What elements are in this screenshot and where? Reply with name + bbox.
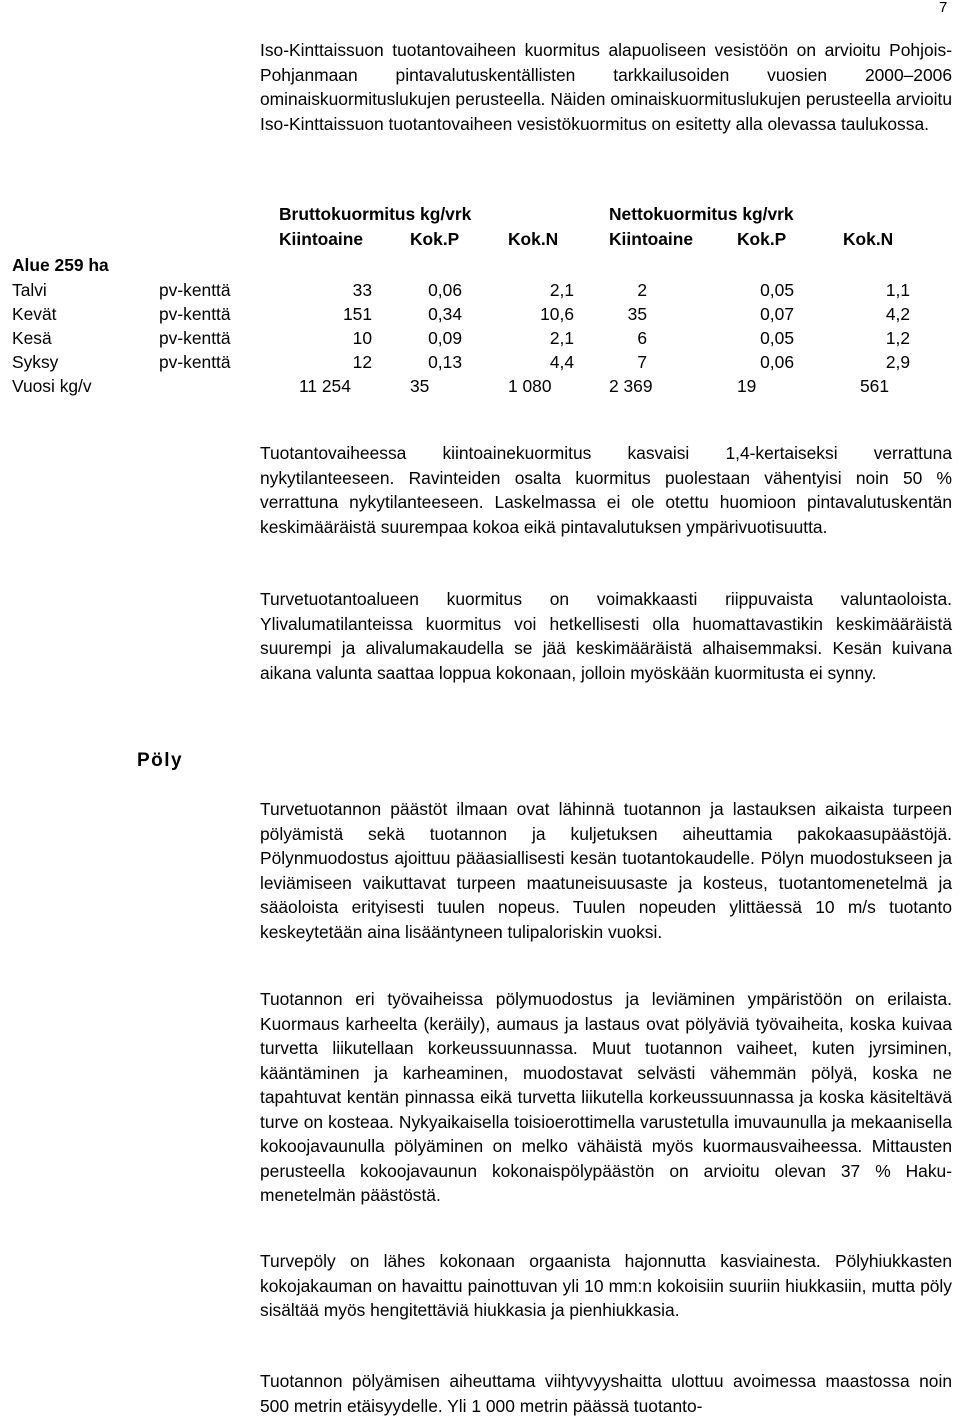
cell: 4,4 bbox=[549, 352, 574, 372]
total-row-label: Vuosi kg/v bbox=[12, 376, 92, 396]
cell: 4,2 bbox=[885, 304, 910, 324]
cell: 2,1 bbox=[549, 280, 574, 300]
cell: 33 bbox=[352, 280, 372, 300]
dust-paragraph: Turvetuotannon päästöt ilmaan ovat lähinnä tuotannon ja lastauksen aikaista turpeen pölyämistä sekä tuotannon ja kuljetuksen aiheuttamia pakokaasupäästöjä. Pölynmuodostus ajoittuu pääasiallisesti kesän tuotantokaudelle. Pölyn muodostukseen ja leviämiseen vaikuttavat turpeen maatuneisuusaste ja kosteus, tuotantomenetelmä ja sääoloista erityisesti tuulen nopeus. Tuulen nopeuden ylittäessä 10 m/s tuotanto keskeytetään aina lisääntyneen tulipaloriskin vuoksi. bbox=[260, 799, 952, 942]
total-cell: 1 080 bbox=[508, 376, 552, 396]
total-cell: 35 bbox=[410, 376, 430, 396]
cell: 0,05 bbox=[760, 328, 794, 348]
row-season: Kesä bbox=[12, 328, 52, 348]
page-number: 7 bbox=[939, 0, 948, 16]
cell: 10,6 bbox=[540, 304, 574, 324]
cell: 2,1 bbox=[549, 328, 574, 348]
cell: 0,06 bbox=[428, 280, 462, 300]
row-season: Kevät bbox=[12, 304, 57, 324]
body-paragraph: Tuotantovaiheessa kiintoainekuormitus kasvaisi 1,4-kertaiseksi verrattuna nykytilanteeseen. Ravinteiden osalta kuormitus puolestaan vähentyisi noin 50 % verrattuna nykytilanteeseen. Laskelmassa ei ole otettu huomioon pintavalutuskentän keskimääräistä suurempaa kokoa eikä pintavalutuksen ympärivuotisuutta. bbox=[260, 443, 952, 537]
row-type: pv-kenttä bbox=[159, 280, 231, 300]
row-type: pv-kenttä bbox=[159, 304, 231, 324]
load-table bbox=[0, 200, 960, 400]
cell: 151 bbox=[342, 304, 372, 324]
cell: 35 bbox=[627, 304, 647, 324]
col-header-net-solids: Kiintoaine bbox=[609, 229, 694, 249]
section-heading: Pöly bbox=[137, 750, 184, 771]
row-type: pv-kenttä bbox=[159, 352, 231, 372]
total-cell: 19 bbox=[737, 376, 757, 396]
cell: 10 bbox=[352, 328, 372, 348]
col-header-gross-solids: Kiintoaine bbox=[279, 229, 364, 249]
cell: 2 bbox=[637, 280, 647, 300]
total-cell: 11 254 bbox=[299, 376, 351, 396]
total-cell: 2 369 bbox=[609, 376, 653, 396]
cell: 0,07 bbox=[760, 304, 794, 324]
body-paragraph: Turvetuotantoalueen kuormitus on voimakkaasti riippuvaista valuntaoloista. Ylivalumatilanteissa kuormitus voi hetkellisesti olla huomattavastikin keskimääräistä suurempi ja alivalumakaudella se jää keskimääräistä alhaisemmaksi. Kesän kuivana aikana valunta saattaa loppua kokonaan, jolloin myöskään kuormitusta ei synny. bbox=[260, 589, 952, 683]
cell: 0,13 bbox=[428, 352, 462, 372]
cell: 6 bbox=[637, 328, 647, 348]
total-cell: 561 bbox=[860, 376, 890, 396]
dust-paragraph: Tuotannon eri työvaiheissa pölymuodostus ja leviäminen ympäristöön on erilaista. Kuormaus karheelta (keräily), aumaus ja lastaus ovat pölyäviä työvaiheita, koska kuivaa turvetta liikutellaan korkeussuunnassa. Muut tuotannon vaiheet, kuten jyrsiminen, kääntäminen ja karheaminen, muodostavat selvästi vähemmän pölyä, koska ne tapahtuvat kentän pinnassa eikä turvetta liikutella korkeussuunnassa ja koska käsiteltävä turve on kosteaa. Nykyaikaisella toisioerottimella varustetulla imuvaunulla ja mekaanisella kokoojavaunulla pölyäminen on melko vähäistä myös kuormausvaiheessa. Mittausten perusteella kokoojavaunun kokonaispölypäästön on arvioitu olevan 37 % Haku-menetelmän päästöstä. bbox=[260, 989, 952, 1205]
col-header-net-n: Kok.N bbox=[843, 229, 894, 249]
cell: 0,09 bbox=[428, 328, 462, 348]
col-header-gross-p: Kok.P bbox=[410, 229, 460, 249]
dust-paragraph: Tuotannon pölyämisen aiheuttama viihtyvyyshaitta ulottuu avoimessa maastossa noin 500 metrin etäisyydelle. Yli 1 000 metrin päässä tuotanto- bbox=[260, 1371, 952, 1416]
row-season: Talvi bbox=[12, 280, 47, 300]
gross-load-header: Bruttokuormitus kg/vrk bbox=[279, 204, 472, 224]
cell: 12 bbox=[352, 352, 372, 372]
cell: 0,05 bbox=[760, 280, 794, 300]
cell: 7 bbox=[637, 352, 647, 372]
cell: 2,9 bbox=[885, 352, 910, 372]
cell: 0,06 bbox=[760, 352, 794, 372]
cell: 1,2 bbox=[885, 328, 910, 348]
net-load-header: Nettokuormitus kg/vrk bbox=[609, 204, 794, 224]
col-header-gross-n: Kok.N bbox=[508, 229, 559, 249]
cell: 1,1 bbox=[885, 280, 910, 300]
intro-paragraph: Iso-Kinttaissuon tuotantovaiheen kuormitus alapuoliseen vesistöön on arvioitu Pohjois-Pohjanmaan pintavalutuskentällisten tarkkailusoiden vuosien 2000–2006 ominaiskuormituslukujen perusteella. Näiden ominaiskuormituslukujen perusteella arvioitu Iso-Kinttaissuon tuotantovaiheen vesistökuormitus on esitetty alla olevassa taulukossa. bbox=[260, 40, 952, 134]
area-label: Alue 259 ha bbox=[12, 255, 109, 275]
row-season: Syksy bbox=[12, 352, 59, 372]
row-type: pv-kenttä bbox=[159, 328, 231, 348]
cell: 0,34 bbox=[428, 304, 462, 324]
col-header-net-p: Kok.P bbox=[737, 229, 787, 249]
dust-paragraph: Turvepöly on lähes kokonaan orgaanista hajonnutta kasviainesta. Pölyhiukkasten kokojakauman on havaittu painottuvan yli 10 mm:n kokoisiin suuriin hiukkasiin, mutta pöly sisältää myös hengitettäviä hiukkasia ja pienhiukkasia. bbox=[260, 1251, 952, 1320]
